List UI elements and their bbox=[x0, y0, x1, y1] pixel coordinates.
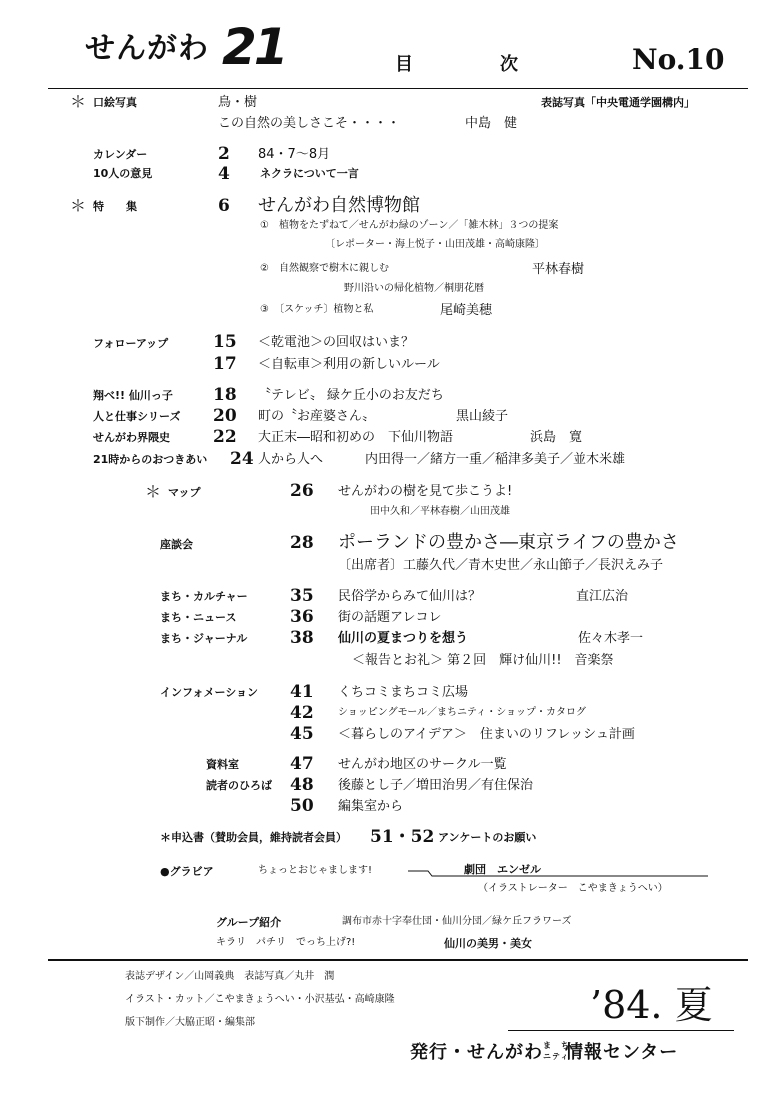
info-label: インフォメーション bbox=[160, 686, 259, 699]
news-text: 街の話題アレコレ bbox=[338, 610, 442, 625]
moushikomi-page: 51・52 bbox=[370, 827, 435, 847]
issue-number: No.10 bbox=[632, 43, 725, 76]
toc-heading-1: 目 bbox=[395, 54, 413, 75]
hito-page: 20 bbox=[213, 406, 237, 426]
publisher-part-b: 情報センター bbox=[565, 1042, 679, 1063]
shiryo-label: 資料室 bbox=[206, 758, 239, 771]
journal-label: まち・ジャーナル bbox=[160, 632, 248, 645]
publisher-ruby-bottom: ニティ bbox=[543, 1052, 570, 1061]
henshu-page: 50 bbox=[290, 796, 314, 816]
header-rule bbox=[48, 88, 748, 89]
feature-item-2-sub: 野川沿いの帰化植物／桐朋花暦 bbox=[344, 283, 484, 294]
kaiwai-label: せんがわ界隈史 bbox=[93, 431, 170, 444]
kaiwai-text: 大正末―昭和初めの 下仙川物語 bbox=[258, 430, 454, 445]
dokusha-page: 48 bbox=[290, 775, 314, 795]
info-text-3: ＜暮らしのアイデア＞ 住まいのリフレッシュ計画 bbox=[338, 727, 635, 742]
culture-page: 35 bbox=[290, 586, 314, 606]
zadan-label: 座談会 bbox=[160, 538, 193, 551]
journal-page: 38 bbox=[290, 628, 314, 648]
follow-page-2: 17 bbox=[213, 354, 237, 374]
news-page: 36 bbox=[290, 607, 314, 627]
culture-label: まち・カルチャー bbox=[160, 590, 248, 603]
gravure-text: ちょっとおじゃまします! bbox=[258, 865, 373, 876]
credit-illust: イラスト・カット／こやまきょうへい・小沢基弘・高崎康隆 bbox=[125, 994, 395, 1005]
news-label: まち・ニュース bbox=[160, 611, 237, 624]
feature-item-2: ② 自然観察で樹木に親しむ bbox=[260, 263, 389, 274]
jiku-text: 人から人へ bbox=[258, 452, 324, 467]
culture-text: 民俗学からみて仙川は？ bbox=[338, 589, 482, 604]
toc-heading-2: 次 bbox=[500, 54, 518, 75]
group-label: グループ紹介 bbox=[216, 916, 282, 929]
hito-author: 黒山綾子 bbox=[456, 409, 509, 424]
follow-text-1: ＜乾電池＞の回収はいま？ bbox=[258, 335, 415, 350]
culture-author: 直江広治 bbox=[576, 589, 629, 604]
dokusha-text: 後藤とし子／増田治男／有住保治 bbox=[338, 778, 534, 793]
kakere-page: 18 bbox=[213, 385, 237, 405]
dokusha-label: 読者のひろば bbox=[206, 779, 272, 792]
feature-item-2-author: 平林春樹 bbox=[532, 262, 585, 277]
journal-sub: ＜報告とお礼＞ 第２回 輝け仙川!! 音楽祭 bbox=[352, 653, 614, 668]
opinion-page: 4 bbox=[218, 164, 230, 184]
info-page-2: 42 bbox=[290, 703, 314, 723]
map-text: せんがわの樹を見て歩こうよ! bbox=[338, 484, 513, 499]
magazine-name: せんがわ bbox=[85, 31, 209, 66]
info-page-3: 45 bbox=[290, 724, 314, 744]
info-text-1: くちコミまちコミ広場 bbox=[338, 685, 469, 700]
feature-item-1-sub: 〔レポーター・海上悦子・山田茂雄・高崎康隆〕 bbox=[325, 239, 545, 250]
shiryo-page: 47 bbox=[290, 754, 314, 774]
kaiwai-author: 浜島 寛 bbox=[530, 430, 583, 445]
zadan-page: 28 bbox=[290, 533, 314, 553]
gravure-label: ●グラビア bbox=[160, 865, 214, 878]
kirari-text: キラリ パチリ でっち上げ?! bbox=[216, 937, 356, 948]
follow-page-1: 15 bbox=[213, 332, 237, 352]
zadan-text: ポーランドの豊かさ―東京ライフの豊かさ bbox=[338, 532, 679, 553]
publisher-part-a: 発行・せんがわ bbox=[410, 1042, 543, 1063]
kuchie-author: 中島 健 bbox=[465, 116, 518, 131]
footer-rule bbox=[48, 959, 748, 961]
calendar-text: 84・7～8月 bbox=[258, 147, 331, 162]
magazine-number: 21 bbox=[222, 18, 286, 76]
map-label: マップ bbox=[168, 486, 201, 499]
asterisk-mark: ＊ bbox=[70, 92, 87, 111]
issue-season: ’84. 夏 bbox=[590, 983, 713, 1027]
feature-title: せんがわ自然博物館 bbox=[258, 195, 420, 216]
season-underline bbox=[508, 1030, 734, 1031]
group-text: 調布市赤十字奉仕団・仙川分団／緑ケ丘フラワーズ bbox=[342, 916, 572, 927]
journal-author: 佐々木孝一 bbox=[578, 631, 644, 646]
hito-text: 町の〝お産婆さん〟 bbox=[258, 409, 376, 424]
opinion-text: ネクラについて一言 bbox=[260, 167, 359, 180]
follow-text-2: ＜自転車＞利用の新しいルール bbox=[258, 357, 440, 372]
feature-item-3: ③ 〔スケッチ〕植物と私 bbox=[260, 304, 374, 315]
publisher bbox=[410, 1041, 679, 1063]
feature-item-3-author: 尾崎美穂 bbox=[440, 303, 493, 318]
jiku-authors: 内田得一／緒方一重／稲津多美子／並木米雄 bbox=[365, 452, 626, 467]
zadan-sub: 〔出席者〕工藤久代／青木史世／永山節子／長沢えみ子 bbox=[338, 558, 664, 573]
publisher-ruby bbox=[543, 1041, 570, 1062]
kaiwai-page: 22 bbox=[213, 427, 237, 447]
asterisk-mark: ＊ bbox=[70, 196, 87, 215]
henshu-text: 編集室から bbox=[338, 799, 404, 814]
jiku-page: 24 bbox=[230, 449, 254, 469]
cover-photo-credit: 表誌写真「中央電通学園構内」 bbox=[541, 96, 695, 109]
calendar-page: 2 bbox=[218, 144, 230, 164]
info-page-1: 41 bbox=[290, 682, 314, 702]
kuchie-subtitle: この自然の美しさこそ・・・・ bbox=[218, 116, 401, 131]
publisher-ruby-top: ま ち bbox=[543, 1041, 570, 1050]
info-text-2: ショッピングモール／まちニティ・ショップ・カタログ bbox=[338, 707, 586, 718]
kuchie-label: 口絵写真 bbox=[93, 96, 137, 109]
feature-item-1: ① 植物をたずねて／せんがわ緑のゾーン／「雑木林」３つの提案 bbox=[260, 220, 559, 231]
opinion-label: 10人の意見 bbox=[93, 167, 153, 180]
map-page: 26 bbox=[290, 481, 314, 501]
kakere-label: 翔べ!! 仙川っ子 bbox=[93, 389, 173, 402]
gravure-group: 劇団 エンゼル bbox=[464, 863, 541, 876]
credit-design: 表誌デザイン／山岡義典 表誌写真／丸井 潤 bbox=[125, 971, 335, 982]
asterisk-mark: ＊ bbox=[145, 482, 162, 501]
shiryo-text: せんがわ地区のサークル一覧 bbox=[338, 757, 507, 772]
journal-text: 仙川の夏まつりを想う bbox=[338, 631, 469, 646]
bijo-text: 仙川の美男・美女 bbox=[444, 937, 532, 950]
gravure-credit: （イラストレーター こやまきょうへい） bbox=[478, 883, 668, 894]
jiku-label: 21時からのおつきあい bbox=[93, 453, 208, 466]
calendar-label: カレンダー bbox=[93, 148, 148, 161]
feature-label: 特 集 bbox=[93, 200, 137, 213]
follow-label: フォローアップ bbox=[93, 337, 169, 350]
kakere-text: 〝テレビ〟 緑ケ丘小のお友だち bbox=[258, 388, 444, 403]
feature-page: 6 bbox=[218, 196, 230, 216]
kuchie-title: 鳥・樹 bbox=[218, 95, 258, 110]
moushikomi-label: ＊申込書（賛助会員，維持読者会員） bbox=[160, 831, 347, 844]
credit-hanshita: 版下制作／大脇正昭・編集部 bbox=[125, 1017, 255, 1028]
gravure-connector-line bbox=[408, 862, 708, 880]
map-authors: 田中久和／平林春樹／山田茂雄 bbox=[370, 506, 510, 517]
hito-label: 人と仕事シリーズ bbox=[93, 410, 181, 423]
moushikomi-text: アンケートのお願い bbox=[438, 831, 537, 844]
